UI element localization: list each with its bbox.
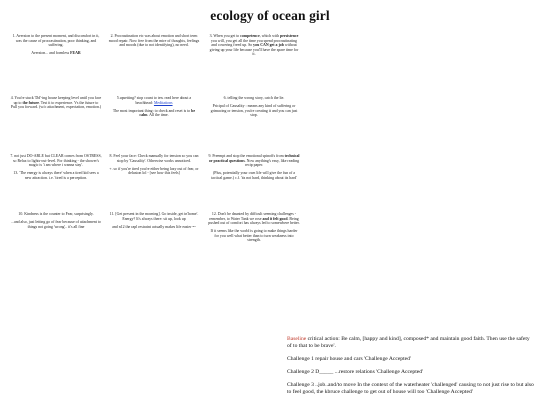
cell-text: 10. Kindness is the counter to Fear, surprisingly. <box>18 212 94 216</box>
cell-text: 4. You're stuck 'Dd'-ing house keeping level until you face up to the future. Test it to experience. Vs the future to Pull you forward. (w/o attachment, expectation, emotion.) <box>10 96 102 110</box>
grid-cell-9 <box>208 154 300 184</box>
challenge-1: Challenge 1 repair house and cars 'Challenge Accepted' <box>287 355 411 362</box>
meditations-link[interactable]: Meditations <box>153 100 173 105</box>
cell-text: Pricipal of Causality : means any kind of suffering or grimacing or tension, you're creating it and you can just stop. <box>210 103 298 118</box>
grid-cell-6 <box>208 96 300 121</box>
cell-text: 2. Procrastination etc was about emotion and short term mood repair. Now free from the mire of thoughts, feelings and moods (due to not identifying), no need. <box>108 34 200 48</box>
cell-text: and n12 the rapl restraint actually makes life easier =- <box>112 224 196 229</box>
cell-text: ...and also, just letting go of fear because of attachment to things not going 'wrong'.. it's all fine <box>11 219 101 229</box>
grid-cell-7 <box>10 154 102 184</box>
baseline-text: critical action: Be calm, [happy and kind], composed* and maintain good faith. Then use the safety of to that to be brave'. <box>287 336 530 349</box>
page-title: ecology of ocean girl <box>210 8 330 23</box>
cell-text: 8. Feel your face: Check manually for tension so you can stop by 'Causality'. Otherwise works unnoticed. <box>109 154 199 163</box>
grid-cell-10 <box>10 212 102 233</box>
cell-text: 5.upsetting? stop count to ten. read here about a beachhead: Meditations <box>116 96 192 105</box>
cell-text: 11. [Get present in the morning]. Go inside, get in'home'. Energy? It's always there: sit up, look up <box>109 212 199 221</box>
cell-text: 1. Aversion to the present moment, and discomfort in it, was the cause of procrastination, poor thinking, and suffering. <box>12 34 100 48</box>
cell-text: Aversion... and formless FEAR <box>31 51 81 56</box>
challenge-3: Challenge 3 ..job..and/to move In the context of the waterheater 'challenged' causing to not just rise to but also to feel good, the kbruce challenge to get out of house will too 'Challenge Accepted' <box>287 382 534 395</box>
grid-cell-12 <box>208 212 300 246</box>
cell-text: (Plus, potentially your own life will give the fun of a tactical game.) c.f. 'its not hard, thinking about its hard' <box>211 171 297 180</box>
grid-cell-8 <box>108 154 200 179</box>
cell-text: 9. Preempt and stop the emotional spinoffs from technical or practical questions. Now anything's easy, like reading recip paper. <box>208 154 300 168</box>
cell-text: +. so if you're tired you're either being lazy out of fear, or delusion lol - [see how this feels] <box>109 166 199 176</box>
challenges-section <box>287 336 535 402</box>
baseline-paragraph <box>287 336 535 349</box>
grid-cell-5 <box>108 96 200 121</box>
cell-text: 13. 'The energy is always there' when a tired kid sees a new attraction. i.e. 'tired is a perception. <box>13 171 99 180</box>
cell-text: 12. Don't be daunted by difficult seeming challenges - remember, to Water Tank we rose and it felt good. Being pushed out of comfort has always led to somewhere better. <box>208 212 300 226</box>
grid-cell-3 <box>208 34 300 60</box>
grid-cell-4 <box>10 96 102 113</box>
cell-text: The most important thing: to check and reset is to be calm. All the time. <box>112 108 196 118</box>
cell-text: If it seems like the world is going to make things harder for you well what better than to turn weakness into strength. <box>210 229 298 243</box>
baseline-label: Baseline <box>287 336 307 342</box>
cell-text: 7. not just DO-ABLE but CLEAR comes from OSTRESS, so Relax to lights-out-level. For thinking - the shower's magic is 'i am where i wanna stay'. <box>10 154 102 168</box>
challenge-2: Challenge 2 D_____ ...restore relations 'Challenge Accepted' <box>287 368 424 375</box>
cell-text: 6. telling the wrong story, catch the lie. <box>223 96 285 100</box>
grid-cell-2 <box>108 34 200 51</box>
grid-cell-1 <box>10 34 102 59</box>
grid-cell-11 <box>108 212 200 233</box>
cell-text: 3. When you get to competence, which with persistence you will, you get all the time you spend procrastinating and cowering freed up. So you CAN get a job without giving up your life because you'll have the spare time for it. <box>209 34 299 57</box>
